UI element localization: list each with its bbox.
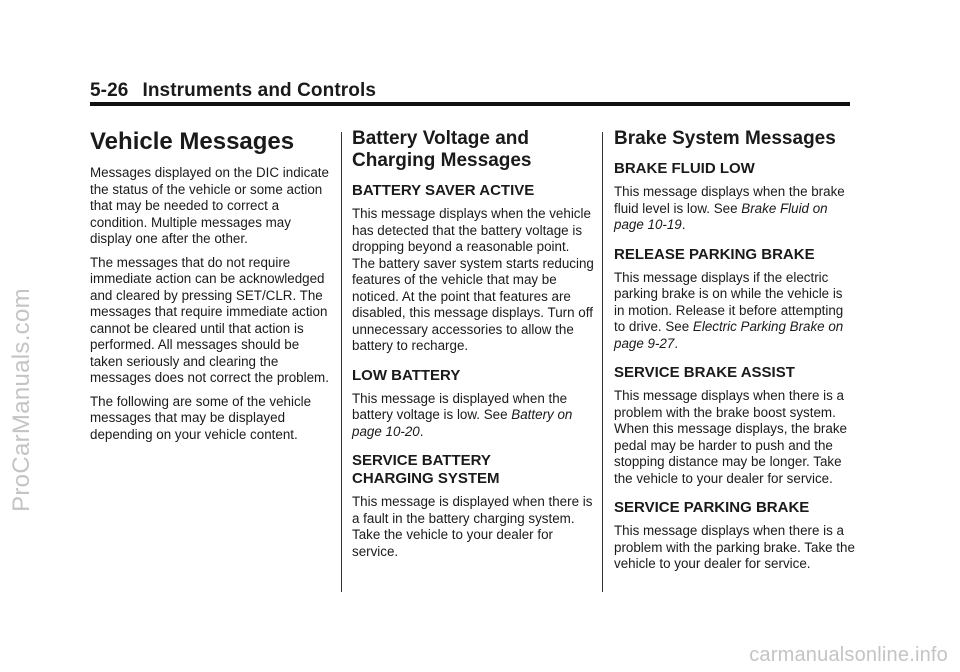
- text: .: [681, 217, 686, 232]
- subheading-service-battery-charging-system: [352, 452, 594, 488]
- paragraph: [352, 391, 594, 441]
- heading-line: Charging Messages: [352, 150, 532, 171]
- column-battery-messages: [352, 128, 594, 567]
- subheading-service-brake-assist: SERVICE BRAKE ASSIST: [614, 364, 795, 381]
- paragraph: This message displays when there is a problem with the parking brake. Take the vehicle to your dealer for service.: [614, 523, 855, 571]
- heading-brake-system-messages: Brake System Messages: [614, 128, 836, 149]
- subheading-line: CHARGING SYSTEM: [352, 470, 500, 487]
- paragraph: The following are some of the vehicle messages that may be displayed depending on your vehicle content.: [90, 393, 312, 442]
- paragraph: This message is displayed when there is a fault in the battery charging system. Take the vehicle to your dealer for service.: [352, 494, 593, 559]
- watermark-carmanualsonline: carmanualsonline.info: [749, 644, 948, 666]
- text: This message is displayed when the battery voltage is low. See: [352, 390, 568, 422]
- heading-vehicle-messages: Vehicle Messages: [90, 128, 295, 155]
- page-reference: Battery on page 10-20: [352, 407, 573, 439]
- paragraph: [614, 184, 856, 234]
- paragraph: [614, 270, 856, 353]
- text: This message displays if the electric parking brake is on while the vehicle is in motion. Release it before attempting to drive. See: [614, 269, 844, 334]
- text: .: [674, 335, 679, 351]
- heading-line: Battery Voltage and: [352, 128, 530, 149]
- column-divider: [341, 132, 342, 592]
- paragraph: Messages displayed on the DIC indicate the status of the vehicle or some action that may be needed to correct a condition. Multiple messages may display one after the other.: [90, 165, 329, 246]
- page-number: 5-26: [90, 80, 129, 101]
- section-title: Instruments and Controls: [142, 80, 377, 101]
- page-reference: Brake Fluid on page 10-19: [614, 200, 828, 232]
- subheading-line: SERVICE BATTERY: [352, 452, 491, 469]
- watermark-procarmanuals: ProCarManuals.com: [8, 288, 35, 512]
- header-rule: [90, 102, 850, 106]
- column-vehicle-messages: [90, 128, 332, 450]
- subheading-brake-fluid-low: BRAKE FLUID LOW: [614, 160, 755, 177]
- subheading-low-battery: LOW BATTERY: [352, 366, 461, 384]
- text: This message displays when the brake fluid level is low. See: [614, 184, 845, 216]
- subheading-battery-saver-active: BATTERY SAVER ACTIVE: [352, 182, 535, 199]
- page-header: [90, 80, 376, 102]
- paragraph: This message displays when there is a problem with the brake boost system. When this message displays, the brake pedal may be harder to push and the stopping distance may be longer. Take the vehicle to your dealer for service.: [614, 388, 847, 486]
- column-brake-messages: [614, 128, 856, 580]
- heading-battery-voltage-charging: [352, 128, 594, 172]
- subheading-release-parking-brake: RELEASE PARKING BRAKE: [614, 245, 815, 263]
- text: .: [419, 423, 424, 439]
- paragraph: The messages that do not require immediate action can be acknowledged and cleared by pressing SET/CLR. The messages that require immediate action cannot be cleared until that action is performed. All messages should be taken seriously and clearing the messages does not correct the problem.: [90, 254, 329, 385]
- page-reference: Electric Parking Brake on page 9-27: [614, 319, 844, 351]
- column-divider: [602, 132, 603, 592]
- paragraph: This message displays when the vehicle has detected that the battery voltage is dropping beyond a reasonable point. The battery saver system starts reducing features of the vehicle that may be noticed. At the point that features are disabled, this message displays. Turn off unnecessary accessories to allow the battery to recharge.: [352, 206, 594, 353]
- subheading-service-parking-brake: SERVICE PARKING BRAKE: [614, 499, 810, 516]
